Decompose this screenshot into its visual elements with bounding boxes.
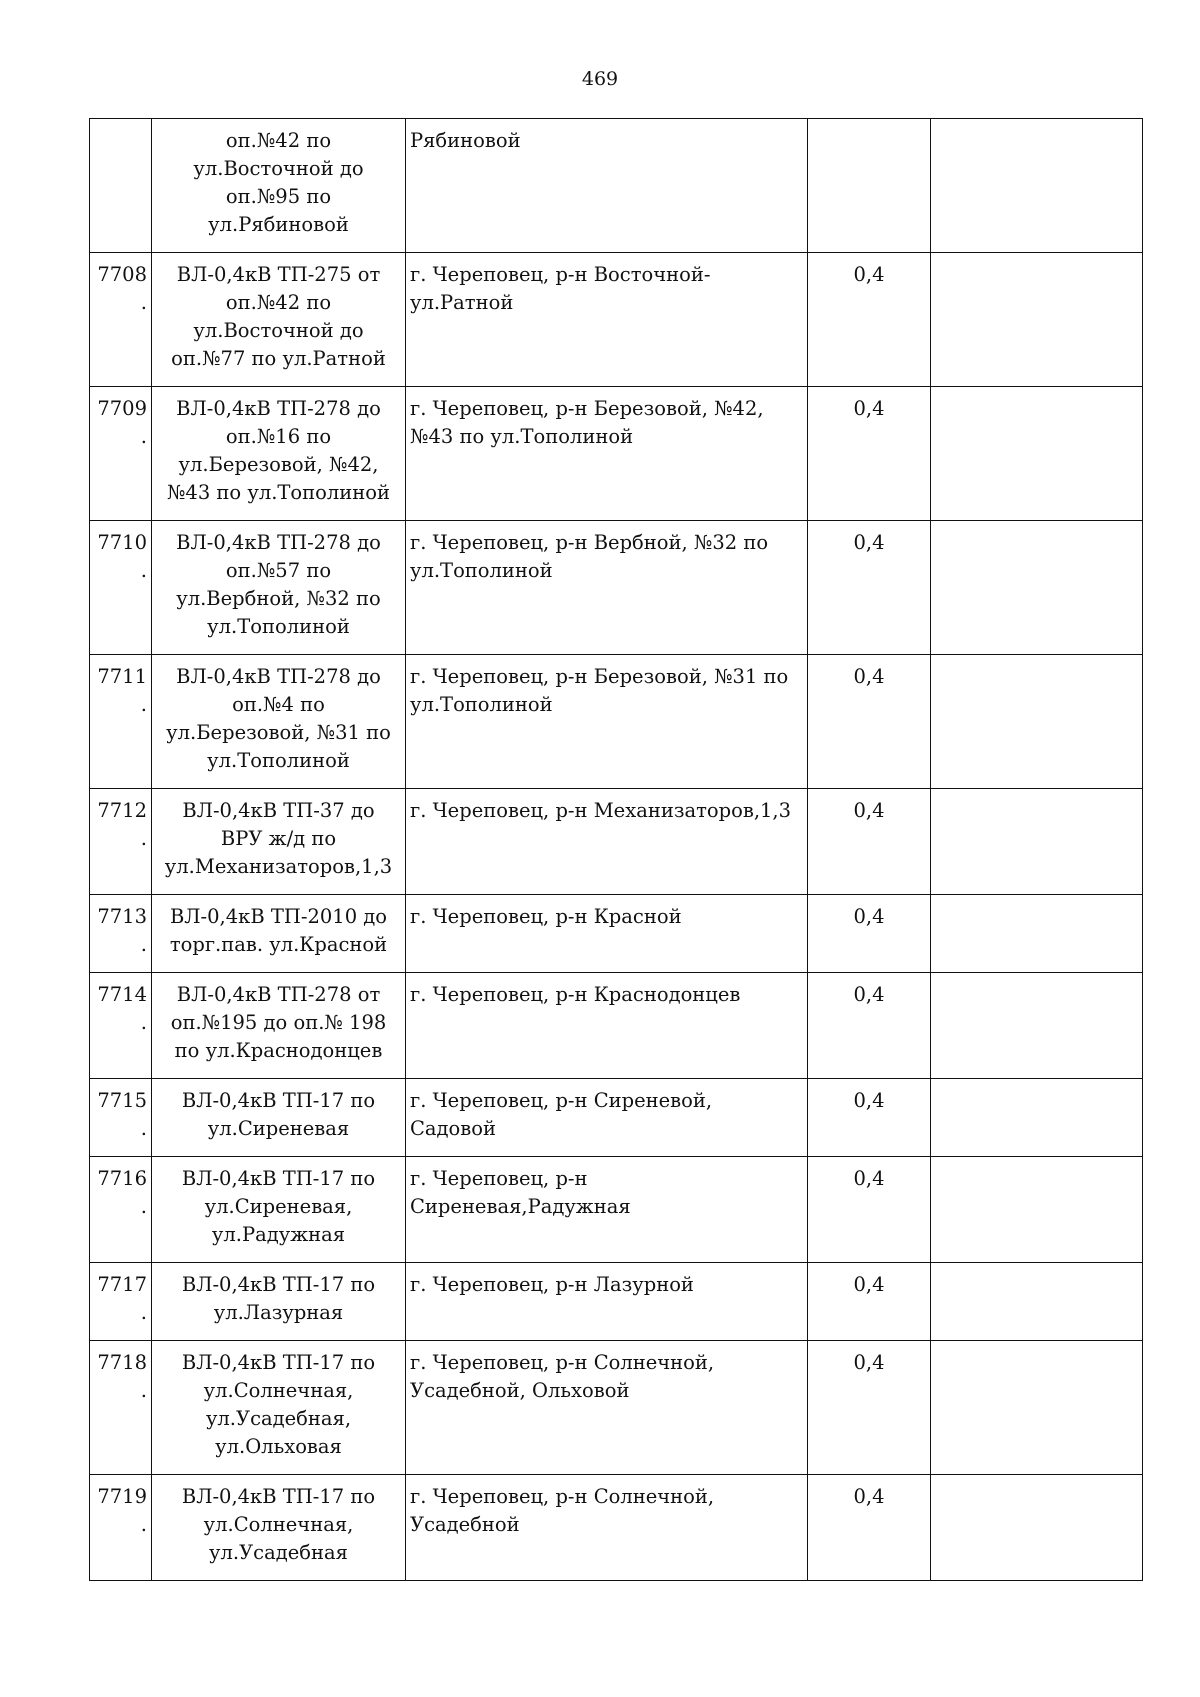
extra-cell bbox=[931, 973, 1143, 1079]
line-name-cell: ВЛ-0,4кВ ТП-17 по ул.Сиреневая bbox=[152, 1079, 406, 1157]
row-number-cell: 7708. bbox=[90, 253, 152, 387]
address-cell: г. Череповец, р-н Лазурной bbox=[406, 1263, 808, 1341]
table-row bbox=[90, 655, 1143, 789]
line-name-cell: ВЛ-0,4кВ ТП-278 до оп.№16 по ул.Березовой, №42, №43 по ул.Тополиной bbox=[152, 387, 406, 521]
table-row bbox=[90, 895, 1143, 973]
row-number-cell: 7719. bbox=[90, 1475, 152, 1581]
voltage-cell: 0,4 bbox=[808, 895, 931, 973]
row-number-cell: 7713. bbox=[90, 895, 152, 973]
line-name-cell: ВЛ-0,4кВ ТП-275 от оп.№42 по ул.Восточной до оп.№77 по ул.Ратной bbox=[152, 253, 406, 387]
table-row bbox=[90, 119, 1143, 253]
table-row bbox=[90, 789, 1143, 895]
voltage-cell: 0,4 bbox=[808, 1341, 931, 1475]
row-number-cell: 7714. bbox=[90, 973, 152, 1079]
voltage-cell bbox=[808, 119, 931, 253]
table-body bbox=[90, 119, 1143, 1581]
extra-cell bbox=[931, 895, 1143, 973]
line-name-cell: ВЛ-0,4кВ ТП-17 по ул.Сиреневая, ул.Радужная bbox=[152, 1157, 406, 1263]
line-name-cell: ВЛ-0,4кВ ТП-2010 до торг.пав. ул.Красной bbox=[152, 895, 406, 973]
extra-cell bbox=[931, 1341, 1143, 1475]
table-row bbox=[90, 1263, 1143, 1341]
line-name-cell: ВЛ-0,4кВ ТП-37 до ВРУ ж/д по ул.Механизаторов,1,3 bbox=[152, 789, 406, 895]
voltage-cell: 0,4 bbox=[808, 1079, 931, 1157]
table-row bbox=[90, 1157, 1143, 1263]
extra-cell bbox=[931, 655, 1143, 789]
extra-cell bbox=[931, 253, 1143, 387]
row-number-cell: 7715. bbox=[90, 1079, 152, 1157]
address-cell: г. Череповец, р-н Солнечной, Усадебной bbox=[406, 1475, 808, 1581]
voltage-cell: 0,4 bbox=[808, 1263, 931, 1341]
line-name-cell: ВЛ-0,4кВ ТП-17 по ул.Лазурная bbox=[152, 1263, 406, 1341]
line-name-cell: ВЛ-0,4кВ ТП-17 по ул.Солнечная, ул.Усадебная bbox=[152, 1475, 406, 1581]
row-number-cell: 7717. bbox=[90, 1263, 152, 1341]
table-row bbox=[90, 521, 1143, 655]
address-cell: г. Череповец, р-н Сиреневой, Садовой bbox=[406, 1079, 808, 1157]
address-cell: г. Череповец, р-н Березовой, №31 по ул.Тополиной bbox=[406, 655, 808, 789]
extra-cell bbox=[931, 1475, 1143, 1581]
voltage-cell: 0,4 bbox=[808, 655, 931, 789]
address-cell: г. Череповец, р-н Солнечной, Усадебной, Ольховой bbox=[406, 1341, 808, 1475]
address-cell: г. Череповец, р-н Восточной- ул.Ратной bbox=[406, 253, 808, 387]
row-number-cell: 7718. bbox=[90, 1341, 152, 1475]
extra-cell bbox=[931, 1157, 1143, 1263]
voltage-cell: 0,4 bbox=[808, 1157, 931, 1263]
row-number-cell: 7711. bbox=[90, 655, 152, 789]
address-cell: г. Череповец, р-н Краснодонцев bbox=[406, 973, 808, 1079]
row-number-cell bbox=[90, 119, 152, 253]
power-line-registry-table bbox=[89, 118, 1143, 1581]
address-cell: Рябиновой bbox=[406, 119, 808, 253]
table-row bbox=[90, 387, 1143, 521]
table-row bbox=[90, 1341, 1143, 1475]
address-cell: г. Череповец, р-н Березовой, №42, №43 по ул.Тополиной bbox=[406, 387, 808, 521]
voltage-cell: 0,4 bbox=[808, 521, 931, 655]
line-name-cell: ВЛ-0,4кВ ТП-278 до оп.№57 по ул.Вербной, №32 по ул.Тополиной bbox=[152, 521, 406, 655]
line-name-cell: ВЛ-0,4кВ ТП-278 от оп.№195 до оп.№ 198 по ул.Краснодонцев bbox=[152, 973, 406, 1079]
table-row bbox=[90, 973, 1143, 1079]
voltage-cell: 0,4 bbox=[808, 387, 931, 521]
table-row bbox=[90, 1475, 1143, 1581]
row-number-cell: 7716. bbox=[90, 1157, 152, 1263]
voltage-cell: 0,4 bbox=[808, 973, 931, 1079]
extra-cell bbox=[931, 521, 1143, 655]
line-name-cell: ВЛ-0,4кВ ТП-278 до оп.№4 по ул.Березовой, №31 по ул.Тополиной bbox=[152, 655, 406, 789]
extra-cell bbox=[931, 789, 1143, 895]
row-number-cell: 7709. bbox=[90, 387, 152, 521]
page-number: 469 bbox=[581, 68, 619, 90]
address-cell: г. Череповец, р-н Механизаторов,1,3 bbox=[406, 789, 808, 895]
address-cell: г. Череповец, р-н Вербной, №32 по ул.Тополиной bbox=[406, 521, 808, 655]
extra-cell bbox=[931, 387, 1143, 521]
table-row bbox=[90, 253, 1143, 387]
extra-cell bbox=[931, 119, 1143, 253]
line-name-cell: ВЛ-0,4кВ ТП-17 по ул.Солнечная, ул.Усадебная, ул.Ольховая bbox=[152, 1341, 406, 1475]
extra-cell bbox=[931, 1079, 1143, 1157]
line-name-cell: оп.№42 по ул.Восточной до оп.№95 по ул.Рябиновой bbox=[152, 119, 406, 253]
address-cell: г. Череповец, р-н Красной bbox=[406, 895, 808, 973]
table-row bbox=[90, 1079, 1143, 1157]
voltage-cell: 0,4 bbox=[808, 789, 931, 895]
row-number-cell: 7712. bbox=[90, 789, 152, 895]
voltage-cell: 0,4 bbox=[808, 253, 931, 387]
extra-cell bbox=[931, 1263, 1143, 1341]
address-cell: г. Череповец, р-н Сиреневая,Радужная bbox=[406, 1157, 808, 1263]
row-number-cell: 7710. bbox=[90, 521, 152, 655]
voltage-cell: 0,4 bbox=[808, 1475, 931, 1581]
